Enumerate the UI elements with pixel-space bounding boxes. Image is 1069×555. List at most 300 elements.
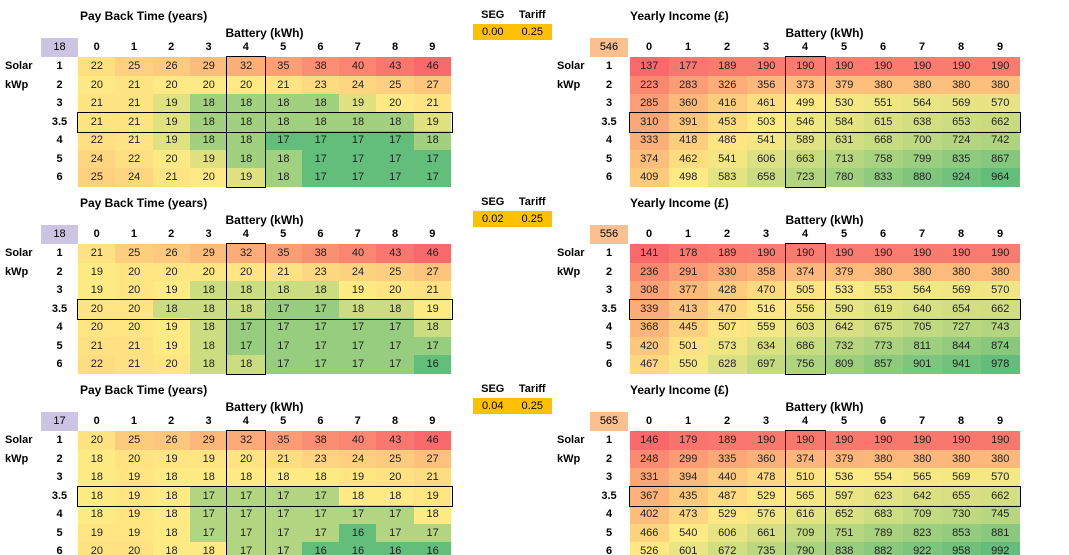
heatmap-cell[interactable]: 18 bbox=[78, 468, 116, 487]
column-header[interactable]: 4 bbox=[801, 414, 809, 427]
heatmap-cell[interactable]: 379 bbox=[825, 76, 865, 95]
heatmap-cell[interactable]: 17 bbox=[265, 300, 303, 319]
row-header[interactable]: 5 bbox=[56, 152, 63, 165]
heatmap-cell[interactable]: 178 bbox=[669, 244, 709, 263]
row-header[interactable]: 4 bbox=[605, 134, 613, 147]
heatmap-cell[interactable]: 18 bbox=[227, 150, 265, 169]
heatmap-cell[interactable]: 18 bbox=[190, 542, 228, 555]
heatmap-cell[interactable]: 655 bbox=[942, 487, 982, 506]
heatmap-cell[interactable]: 21 bbox=[115, 113, 153, 132]
heatmap-cell[interactable]: 379 bbox=[825, 450, 865, 469]
heatmap-cell[interactable]: 835 bbox=[942, 150, 982, 169]
heatmap-cell[interactable]: 24 bbox=[339, 76, 377, 95]
heatmap-cell[interactable]: 21 bbox=[78, 337, 116, 356]
heatmap-cell[interactable]: 43 bbox=[376, 431, 414, 450]
heatmap-cell[interactable]: 380 bbox=[864, 76, 904, 95]
heatmap-cell[interactable]: 380 bbox=[981, 450, 1021, 469]
heatmap-cell[interactable]: 25 bbox=[78, 168, 116, 187]
heatmap-cell[interactable]: 510 bbox=[786, 468, 826, 487]
heatmap-cell[interactable]: 20 bbox=[115, 450, 153, 469]
heatmap-cell[interactable]: 642 bbox=[825, 318, 865, 337]
heatmap-cell[interactable]: 730 bbox=[942, 505, 982, 524]
heatmap-cell[interactable]: 18 bbox=[190, 300, 228, 319]
heatmap-cell[interactable]: 576 bbox=[747, 505, 787, 524]
column-header[interactable]: 9 bbox=[429, 40, 436, 53]
heatmap-cell[interactable]: 19 bbox=[78, 524, 116, 543]
heatmap-cell[interactable]: 17 bbox=[414, 168, 452, 187]
heatmap-cell[interactable]: 628 bbox=[708, 355, 748, 374]
seg-value-cell[interactable]: 0.00 bbox=[473, 24, 513, 41]
heatmap-cell[interactable]: 18 bbox=[153, 468, 191, 487]
column-header[interactable]: 6 bbox=[317, 414, 324, 427]
column-header[interactable]: 7 bbox=[918, 40, 926, 53]
heatmap-cell[interactable]: 18 bbox=[153, 487, 191, 506]
income-corner-value[interactable]: 556 bbox=[590, 225, 628, 244]
heatmap-cell[interactable]: 20 bbox=[153, 76, 191, 95]
heatmap-cell[interactable]: 35 bbox=[265, 431, 303, 450]
heatmap-cell[interactable]: 18 bbox=[265, 113, 303, 132]
heatmap-cell[interactable]: 501 bbox=[669, 337, 709, 356]
row-header[interactable]: 5 bbox=[56, 339, 63, 352]
heatmap-cell[interactable]: 20 bbox=[190, 263, 228, 282]
heatmap-cell[interactable]: 453 bbox=[708, 113, 748, 132]
heatmap-cell[interactable]: 17 bbox=[376, 337, 414, 356]
heatmap-cell[interactable]: 373 bbox=[786, 76, 826, 95]
heatmap-cell[interactable]: 190 bbox=[942, 57, 982, 76]
heatmap-cell[interactable]: 29 bbox=[190, 431, 228, 450]
heatmap-cell[interactable]: 190 bbox=[903, 431, 943, 450]
heatmap-cell[interactable]: 190 bbox=[825, 431, 865, 450]
heatmap-cell[interactable]: 569 bbox=[942, 281, 982, 300]
heatmap-cell[interactable]: 606 bbox=[708, 524, 748, 543]
heatmap-cell[interactable]: 17 bbox=[302, 318, 340, 337]
heatmap-cell[interactable]: 146 bbox=[630, 431, 670, 450]
column-header[interactable]: 5 bbox=[840, 414, 848, 427]
heatmap-cell[interactable]: 799 bbox=[903, 150, 943, 169]
heatmap-cell[interactable]: 23 bbox=[302, 263, 340, 282]
heatmap-cell[interactable]: 19 bbox=[153, 318, 191, 337]
column-header[interactable]: 6 bbox=[317, 227, 324, 240]
column-header[interactable]: 6 bbox=[879, 414, 887, 427]
heatmap-cell[interactable]: 668 bbox=[864, 131, 904, 150]
heatmap-cell[interactable]: 18 bbox=[265, 94, 303, 113]
column-header[interactable]: 4 bbox=[242, 227, 249, 240]
heatmap-cell[interactable]: 697 bbox=[747, 355, 787, 374]
heatmap-cell[interactable]: 462 bbox=[669, 150, 709, 169]
heatmap-cell[interactable]: 713 bbox=[825, 150, 865, 169]
column-header[interactable]: 7 bbox=[918, 227, 926, 240]
income-corner-value[interactable]: 546 bbox=[590, 38, 628, 57]
heatmap-cell[interactable]: 19 bbox=[414, 300, 452, 319]
heatmap-cell[interactable]: 18 bbox=[153, 524, 191, 543]
column-header[interactable]: 8 bbox=[391, 40, 399, 53]
tariff-value-cell[interactable]: 0.25 bbox=[513, 211, 553, 228]
heatmap-cell[interactable]: 530 bbox=[825, 94, 865, 113]
heatmap-cell[interactable]: 20 bbox=[153, 263, 191, 282]
column-header[interactable]: 7 bbox=[918, 414, 926, 427]
heatmap-cell[interactable]: 18 bbox=[190, 337, 228, 356]
row-header[interactable]: 2 bbox=[605, 265, 613, 278]
heatmap-cell[interactable]: 20 bbox=[227, 263, 265, 282]
heatmap-cell[interactable]: 705 bbox=[903, 318, 943, 337]
heatmap-cell[interactable]: 486 bbox=[708, 131, 748, 150]
row-header[interactable]: 2 bbox=[605, 78, 613, 91]
heatmap-cell[interactable]: 308 bbox=[630, 281, 670, 300]
heatmap-cell[interactable]: 18 bbox=[227, 355, 265, 374]
column-header[interactable]: 1 bbox=[130, 40, 137, 53]
heatmap-cell[interactable]: 21 bbox=[153, 168, 191, 187]
heatmap-cell[interactable]: 17 bbox=[302, 300, 340, 319]
heatmap-cell[interactable]: 833 bbox=[864, 168, 904, 187]
column-header[interactable]: 5 bbox=[840, 227, 848, 240]
heatmap-cell[interactable]: 17 bbox=[302, 150, 340, 169]
heatmap-cell[interactable]: 880 bbox=[903, 168, 943, 187]
heatmap-cell[interactable]: 190 bbox=[786, 244, 826, 263]
heatmap-cell[interactable]: 32 bbox=[227, 57, 265, 76]
heatmap-cell[interactable]: 17 bbox=[227, 487, 265, 506]
heatmap-cell[interactable]: 478 bbox=[747, 468, 787, 487]
heatmap-cell[interactable]: 360 bbox=[747, 450, 787, 469]
heatmap-cell[interactable]: 654 bbox=[942, 300, 982, 319]
heatmap-cell[interactable]: 17 bbox=[265, 487, 303, 506]
row-header[interactable]: 6 bbox=[56, 545, 63, 555]
column-header[interactable]: 3 bbox=[205, 227, 212, 240]
heatmap-cell[interactable]: 20 bbox=[376, 468, 414, 487]
heatmap-cell[interactable]: 190 bbox=[825, 57, 865, 76]
heatmap-cell[interactable]: 40 bbox=[339, 431, 377, 450]
column-header[interactable]: 3 bbox=[205, 414, 212, 427]
heatmap-cell[interactable]: 21 bbox=[414, 468, 452, 487]
tariff-value-cell[interactable]: 0.25 bbox=[513, 398, 553, 415]
heatmap-cell[interactable]: 19 bbox=[414, 487, 452, 506]
heatmap-cell[interactable]: 18 bbox=[302, 281, 340, 300]
heatmap-cell[interactable]: 20 bbox=[78, 300, 116, 319]
heatmap-cell[interactable]: 24 bbox=[115, 168, 153, 187]
row-header[interactable]: 1 bbox=[56, 60, 63, 72]
heatmap-cell[interactable]: 420 bbox=[630, 337, 670, 356]
heatmap-cell[interactable]: 26 bbox=[153, 244, 191, 263]
heatmap-cell[interactable]: 867 bbox=[981, 150, 1021, 169]
heatmap-cell[interactable]: 17 bbox=[339, 318, 377, 337]
heatmap-cell[interactable]: 310 bbox=[630, 113, 670, 132]
heatmap-cell[interactable]: 589 bbox=[786, 131, 826, 150]
heatmap-cell[interactable]: 20 bbox=[115, 263, 153, 282]
heatmap-cell[interactable]: 21 bbox=[115, 355, 153, 374]
heatmap-cell[interactable]: 709 bbox=[903, 505, 943, 524]
heatmap-cell[interactable]: 435 bbox=[669, 487, 709, 506]
column-header[interactable]: 9 bbox=[996, 227, 1004, 240]
heatmap-cell[interactable]: 19 bbox=[227, 168, 265, 187]
heatmap-cell[interactable]: 190 bbox=[825, 244, 865, 263]
heatmap-cell[interactable]: 17 bbox=[227, 542, 265, 555]
heatmap-cell[interactable]: 380 bbox=[981, 76, 1021, 95]
row-header[interactable]: 3 bbox=[56, 284, 63, 297]
heatmap-cell[interactable]: 190 bbox=[747, 57, 787, 76]
heatmap-cell[interactable]: 20 bbox=[227, 76, 265, 95]
column-header[interactable]: 8 bbox=[957, 40, 965, 53]
heatmap-cell[interactable]: 190 bbox=[981, 431, 1021, 450]
heatmap-cell[interactable]: 26 bbox=[153, 431, 191, 450]
heatmap-cell[interactable]: 18 bbox=[153, 542, 191, 555]
row-header[interactable]: 3.5 bbox=[51, 115, 68, 128]
heatmap-cell[interactable]: 391 bbox=[669, 113, 709, 132]
heatmap-cell[interactable]: 17 bbox=[302, 505, 340, 524]
column-header[interactable]: 9 bbox=[429, 227, 436, 240]
heatmap-cell[interactable]: 377 bbox=[669, 281, 709, 300]
heatmap-cell[interactable]: 541 bbox=[747, 131, 787, 150]
heatmap-cell[interactable]: 17 bbox=[190, 487, 228, 506]
heatmap-cell[interactable]: 606 bbox=[747, 150, 787, 169]
row-header[interactable]: 5 bbox=[605, 339, 613, 352]
column-header[interactable]: 4 bbox=[801, 40, 809, 53]
heatmap-cell[interactable]: 22 bbox=[78, 355, 116, 374]
heatmap-cell[interactable]: 18 bbox=[78, 450, 116, 469]
heatmap-cell[interactable]: 285 bbox=[630, 94, 670, 113]
heatmap-cell[interactable]: 570 bbox=[981, 468, 1021, 487]
heatmap-cell[interactable]: 17 bbox=[339, 355, 377, 374]
row-header[interactable]: 3.5 bbox=[601, 489, 617, 502]
column-header[interactable]: 2 bbox=[168, 227, 175, 240]
heatmap-cell[interactable]: 22 bbox=[78, 57, 116, 76]
heatmap-cell[interactable]: 291 bbox=[669, 263, 709, 282]
heatmap-cell[interactable]: 17 bbox=[376, 505, 414, 524]
heatmap-cell[interactable]: 461 bbox=[747, 94, 787, 113]
heatmap-cell[interactable]: 179 bbox=[669, 431, 709, 450]
heatmap-cell[interactable]: 570 bbox=[981, 94, 1021, 113]
heatmap-cell[interactable]: 445 bbox=[669, 318, 709, 337]
heatmap-cell[interactable]: 25 bbox=[115, 57, 153, 76]
column-header[interactable]: 3 bbox=[205, 40, 212, 53]
heatmap-cell[interactable]: 22 bbox=[78, 131, 116, 150]
heatmap-cell[interactable]: 19 bbox=[339, 281, 377, 300]
heatmap-cell[interactable]: 526 bbox=[630, 542, 670, 555]
heatmap-cell[interactable]: 789 bbox=[864, 524, 904, 543]
heatmap-cell[interactable]: 18 bbox=[227, 281, 265, 300]
heatmap-cell[interactable]: 17 bbox=[302, 355, 340, 374]
heatmap-cell[interactable]: 46 bbox=[414, 431, 452, 450]
heatmap-cell[interactable]: 507 bbox=[708, 318, 748, 337]
heatmap-cell[interactable]: 24 bbox=[339, 450, 377, 469]
heatmap-cell[interactable]: 653 bbox=[942, 113, 982, 132]
heatmap-cell[interactable]: 18 bbox=[414, 505, 452, 524]
heatmap-cell[interactable]: 190 bbox=[942, 431, 982, 450]
heatmap-cell[interactable]: 409 bbox=[630, 168, 670, 187]
row-header[interactable]: 4 bbox=[56, 508, 63, 521]
heatmap-cell[interactable]: 640 bbox=[903, 300, 943, 319]
heatmap-cell[interactable]: 18 bbox=[153, 505, 191, 524]
column-header[interactable]: 4 bbox=[242, 40, 249, 53]
row-header[interactable]: 3 bbox=[605, 471, 613, 484]
row-header[interactable]: 5 bbox=[56, 526, 63, 539]
heatmap-cell[interactable]: 25 bbox=[376, 76, 414, 95]
heatmap-cell[interactable]: 177 bbox=[669, 57, 709, 76]
heatmap-cell[interactable]: 223 bbox=[630, 76, 670, 95]
heatmap-cell[interactable]: 503 bbox=[747, 113, 787, 132]
heatmap-cell[interactable]: 190 bbox=[981, 57, 1021, 76]
heatmap-cell[interactable]: 790 bbox=[786, 542, 826, 555]
heatmap-cell[interactable]: 735 bbox=[747, 542, 787, 555]
heatmap-cell[interactable]: 20 bbox=[227, 450, 265, 469]
heatmap-cell[interactable]: 487 bbox=[708, 487, 748, 506]
heatmap-cell[interactable]: 554 bbox=[864, 468, 904, 487]
heatmap-cell[interactable]: 17 bbox=[190, 505, 228, 524]
heatmap-cell[interactable]: 470 bbox=[747, 281, 787, 300]
heatmap-cell[interactable]: 16 bbox=[376, 542, 414, 555]
heatmap-cell[interactable]: 368 bbox=[630, 318, 670, 337]
heatmap-cell[interactable]: 743 bbox=[981, 318, 1021, 337]
heatmap-cell[interactable]: 335 bbox=[708, 450, 748, 469]
heatmap-cell[interactable]: 556 bbox=[786, 300, 826, 319]
heatmap-cell[interactable]: 18 bbox=[190, 94, 228, 113]
heatmap-cell[interactable]: 236 bbox=[630, 263, 670, 282]
column-header[interactable]: 7 bbox=[354, 227, 361, 240]
heatmap-cell[interactable]: 992 bbox=[981, 542, 1021, 555]
heatmap-cell[interactable]: 413 bbox=[669, 300, 709, 319]
heatmap-cell[interactable]: 27 bbox=[414, 76, 452, 95]
heatmap-cell[interactable]: 540 bbox=[669, 524, 709, 543]
row-header[interactable]: 6 bbox=[605, 171, 613, 184]
heatmap-cell[interactable]: 190 bbox=[903, 57, 943, 76]
heatmap-cell[interactable]: 19 bbox=[78, 263, 116, 282]
heatmap-cell[interactable]: 742 bbox=[981, 131, 1021, 150]
heatmap-cell[interactable]: 32 bbox=[227, 431, 265, 450]
heatmap-cell[interactable]: 550 bbox=[669, 355, 709, 374]
heatmap-cell[interactable]: 17 bbox=[376, 355, 414, 374]
heatmap-cell[interactable]: 565 bbox=[903, 468, 943, 487]
heatmap-cell[interactable]: 18 bbox=[339, 113, 377, 132]
heatmap-cell[interactable]: 20 bbox=[376, 281, 414, 300]
heatmap-cell[interactable]: 380 bbox=[864, 450, 904, 469]
heatmap-cell[interactable]: 25 bbox=[376, 450, 414, 469]
row-header[interactable]: 3.5 bbox=[51, 302, 68, 315]
heatmap-cell[interactable]: 17 bbox=[339, 168, 377, 187]
heatmap-cell[interactable]: 380 bbox=[981, 263, 1021, 282]
heatmap-cell[interactable]: 756 bbox=[786, 355, 826, 374]
heatmap-cell[interactable]: 17 bbox=[227, 337, 265, 356]
heatmap-cell[interactable]: 18 bbox=[190, 131, 228, 150]
heatmap-cell[interactable]: 700 bbox=[903, 131, 943, 150]
column-header[interactable]: 2 bbox=[168, 414, 175, 427]
heatmap-cell[interactable]: 583 bbox=[708, 168, 748, 187]
heatmap-cell[interactable]: 283 bbox=[669, 76, 709, 95]
column-header[interactable]: 5 bbox=[840, 40, 848, 53]
column-header[interactable]: 0 bbox=[645, 227, 653, 240]
heatmap-cell[interactable]: 565 bbox=[786, 487, 826, 506]
column-header[interactable]: 8 bbox=[391, 414, 399, 427]
heatmap-cell[interactable]: 137 bbox=[630, 57, 670, 76]
heatmap-cell[interactable]: 38 bbox=[302, 431, 340, 450]
heatmap-cell[interactable]: 18 bbox=[265, 281, 303, 300]
heatmap-cell[interactable]: 603 bbox=[786, 318, 826, 337]
heatmap-cell[interactable]: 844 bbox=[942, 337, 982, 356]
heatmap-cell[interactable]: 380 bbox=[942, 450, 982, 469]
row-header[interactable]: 4 bbox=[56, 321, 63, 334]
heatmap-cell[interactable]: 19 bbox=[78, 281, 116, 300]
heatmap-cell[interactable]: 380 bbox=[903, 263, 943, 282]
heatmap-cell[interactable]: 32 bbox=[227, 244, 265, 263]
heatmap-cell[interactable]: 380 bbox=[942, 76, 982, 95]
heatmap-cell[interactable]: 17 bbox=[227, 318, 265, 337]
heatmap-cell[interactable]: 638 bbox=[903, 113, 943, 132]
heatmap-cell[interactable]: 662 bbox=[981, 300, 1021, 319]
heatmap-cell[interactable]: 19 bbox=[153, 281, 191, 300]
row-header[interactable]: 2 bbox=[605, 452, 613, 465]
column-header[interactable]: 1 bbox=[130, 227, 137, 240]
column-header[interactable]: 0 bbox=[645, 414, 653, 427]
heatmap-cell[interactable]: 16 bbox=[302, 542, 340, 555]
column-header[interactable]: 6 bbox=[879, 40, 887, 53]
heatmap-cell[interactable]: 18 bbox=[302, 94, 340, 113]
column-header[interactable]: 4 bbox=[242, 414, 249, 427]
heatmap-cell[interactable]: 190 bbox=[786, 431, 826, 450]
heatmap-cell[interactable]: 529 bbox=[747, 487, 787, 506]
heatmap-cell[interactable]: 189 bbox=[708, 244, 748, 263]
heatmap-cell[interactable]: 546 bbox=[786, 113, 826, 132]
heatmap-cell[interactable]: 18 bbox=[78, 505, 116, 524]
heatmap-cell[interactable]: 20 bbox=[190, 76, 228, 95]
heatmap-cell[interactable]: 18 bbox=[190, 281, 228, 300]
heatmap-cell[interactable]: 661 bbox=[747, 524, 787, 543]
heatmap-cell[interactable]: 838 bbox=[825, 542, 865, 555]
heatmap-cell[interactable]: 559 bbox=[747, 318, 787, 337]
heatmap-cell[interactable]: 17 bbox=[376, 168, 414, 187]
row-header[interactable]: 3.5 bbox=[601, 115, 617, 128]
heatmap-cell[interactable]: 19 bbox=[115, 505, 153, 524]
heatmap-cell[interactable]: 18 bbox=[190, 468, 228, 487]
row-header[interactable]: 1 bbox=[56, 247, 63, 259]
row-header[interactable]: 1 bbox=[605, 434, 613, 446]
heatmap-cell[interactable]: 20 bbox=[376, 94, 414, 113]
heatmap-cell[interactable]: 19 bbox=[115, 524, 153, 543]
heatmap-cell[interactable]: 881 bbox=[981, 524, 1021, 543]
income-corner-value[interactable]: 565 bbox=[590, 412, 628, 431]
row-header[interactable]: 6 bbox=[56, 171, 63, 184]
heatmap-cell[interactable]: 17 bbox=[376, 150, 414, 169]
heatmap-cell[interactable]: 27 bbox=[414, 450, 452, 469]
heatmap-cell[interactable]: 360 bbox=[669, 94, 709, 113]
heatmap-cell[interactable]: 17 bbox=[227, 524, 265, 543]
row-header[interactable]: 1 bbox=[56, 434, 63, 446]
heatmap-cell[interactable]: 18 bbox=[227, 300, 265, 319]
heatmap-cell[interactable]: 21 bbox=[414, 94, 452, 113]
heatmap-cell[interactable]: 17 bbox=[339, 337, 377, 356]
column-header[interactable]: 5 bbox=[280, 40, 287, 53]
row-header[interactable]: 4 bbox=[605, 508, 613, 521]
heatmap-cell[interactable]: 35 bbox=[265, 244, 303, 263]
column-header[interactable]: 1 bbox=[130, 414, 137, 427]
heatmap-cell[interactable]: 616 bbox=[786, 505, 826, 524]
heatmap-cell[interactable]: 811 bbox=[903, 337, 943, 356]
column-header[interactable]: 0 bbox=[645, 40, 653, 53]
heatmap-cell[interactable]: 21 bbox=[115, 76, 153, 95]
heatmap-cell[interactable]: 25 bbox=[115, 244, 153, 263]
heatmap-cell[interactable]: 686 bbox=[786, 337, 826, 356]
heatmap-cell[interactable]: 17 bbox=[376, 524, 414, 543]
heatmap-cell[interactable]: 25 bbox=[376, 263, 414, 282]
column-header[interactable]: 7 bbox=[354, 414, 361, 427]
heatmap-cell[interactable]: 141 bbox=[630, 244, 670, 263]
heatmap-cell[interactable]: 642 bbox=[903, 487, 943, 506]
heatmap-cell[interactable]: 569 bbox=[942, 94, 982, 113]
heatmap-cell[interactable]: 901 bbox=[903, 355, 943, 374]
row-header[interactable]: 5 bbox=[605, 526, 613, 539]
column-header[interactable]: 8 bbox=[957, 227, 965, 240]
heatmap-cell[interactable]: 20 bbox=[78, 431, 116, 450]
heatmap-cell[interactable]: 333 bbox=[630, 131, 670, 150]
heatmap-cell[interactable]: 663 bbox=[786, 150, 826, 169]
heatmap-cell[interactable]: 21 bbox=[265, 263, 303, 282]
heatmap-cell[interactable]: 941 bbox=[942, 355, 982, 374]
